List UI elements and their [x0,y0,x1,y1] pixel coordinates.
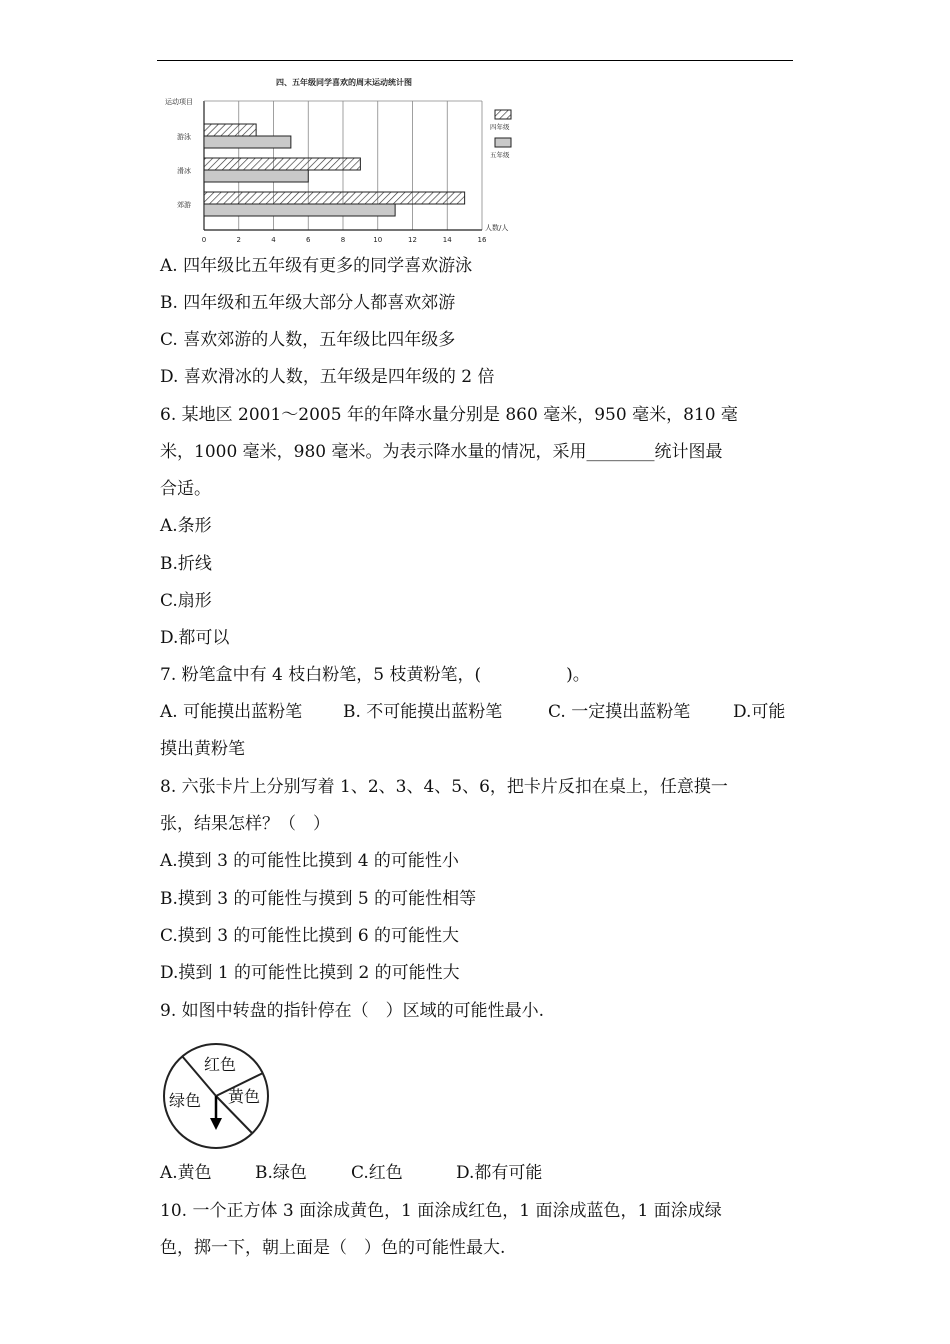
q8-option-b: B.摸到 3 的可能性与摸到 5 的可能性相等 [160,889,477,909]
q6-stem-line1: 6. 某地区 2001～2005 年的年降水量分别是 860 毫米，950 毫米，810 毫 [160,405,738,425]
x-tick-label: 2 [236,236,241,244]
q5-option-a: A. 四年级比五年级有更多的同学喜欢游泳 [160,256,473,276]
q7-option-d-continued: 摸出黄粉笔 [160,739,245,759]
x-tick-label: 8 [340,236,346,244]
category-label: 滑冰 [177,167,191,175]
legend-label: 五年级 [490,151,510,159]
q8-option-c: C.摸到 3 的可能性比摸到 6 的可能性大 [160,926,460,946]
x-tick-label: 4 [271,236,276,244]
chart-xlabel: 人数/人 [485,224,509,232]
x-tick-label: 12 [408,236,417,244]
bar-grade4 [204,124,256,136]
x-tick-label: 6 [306,236,311,244]
q6-option-a: A.条形 [160,516,212,536]
q9-option-b: B.绿色 [255,1163,307,1183]
legend-swatch [495,110,511,119]
category-label: 郊游 [177,201,191,209]
spinner-wheel [160,1040,272,1150]
q10-stem-line2: 色，掷一下，朝上面是（ ）色的可能性最大. [160,1238,506,1258]
bar-grade5 [204,136,291,148]
header-rule [157,60,793,61]
x-tick-label: 10 [373,236,383,244]
bar-grade4 [204,158,360,170]
chart-title: 四、五年级同学喜欢的周末运动统计图 [276,78,412,87]
spinner-label-red: 红色 [204,1055,237,1074]
q7-stem: 7. 粉笔盒中有 4 枝白粉笔，5 枝黄粉笔，( )。 [160,665,590,685]
chart-categories [177,132,191,209]
q8-stem-line2: 张，结果怎样？（ ） [160,814,330,834]
chart-bars [204,124,465,216]
q8-option-d: D.摸到 1 的可能性比摸到 2 的可能性大 [160,963,460,983]
q8-option-a: A.摸到 3 的可能性比摸到 4 的可能性小 [160,851,459,871]
q9-option-a: A.黄色 [160,1163,212,1183]
q7-option-a: A. 可能摸出蓝粉笔 [160,702,303,722]
q5-option-b: B. 四年级和五年级大部分人都喜欢郊游 [160,293,456,313]
bar-grade5 [204,170,308,182]
q6-stem-line3: 合适。 [160,479,211,499]
bar-grade5 [204,204,395,216]
legend-label: 四年级 [490,123,510,131]
q7-option-c: C. 一定摸出蓝粉笔 [548,702,691,722]
legend-swatch [495,138,511,147]
x-tick-label: 14 [442,236,452,244]
x-tick-label: 16 [477,236,487,244]
q7-option-b: B. 不可能摸出蓝粉笔 [343,702,503,722]
q5-option-d: D. 喜欢滑冰的人数，五年级是四年级的 2 倍 [160,367,495,387]
chart-legend [490,110,511,159]
category-label: 游泳 [177,133,191,141]
x-tick-label: 0 [201,236,207,244]
q8-stem-line1: 8. 六张卡片上分别写着 1、2、3、4、5、6，把卡片反扣在桌上，任意摸一 [160,777,728,797]
q6-option-d: D.都可以 [160,628,230,648]
q9-option-c: C.红色 [351,1163,403,1183]
q6-stem-line2: 米，1000 毫米，980 毫米。为表示降水量的情况，采用________统计图最 [160,442,723,462]
q5-option-c: C. 喜欢郊游的人数，五年级比四年级多 [160,330,456,350]
spinner-label-green: 绿色 [169,1091,202,1110]
q6-option-b: B.折线 [160,554,212,574]
q9-option-d: D.都有可能 [456,1163,543,1183]
q9-stem: 9. 如图中转盘的指针停在（ ）区域的可能性最小. [160,1001,545,1021]
q10-stem-line1: 10. 一个正方体 3 面涂成黄色，1 面涂成红色，1 面涂成蓝色，1 面涂成绿 [160,1201,722,1221]
q7-option-d: D.可能 [733,702,786,722]
q6-option-c: C.扇形 [160,591,212,611]
spinner-label-yellow: 黄色 [228,1087,261,1106]
bar-chart [157,72,537,250]
bar-grade4 [204,192,465,204]
chart-ylabel: 运动项目 [165,98,193,106]
chart-x-ticks [202,236,487,244]
